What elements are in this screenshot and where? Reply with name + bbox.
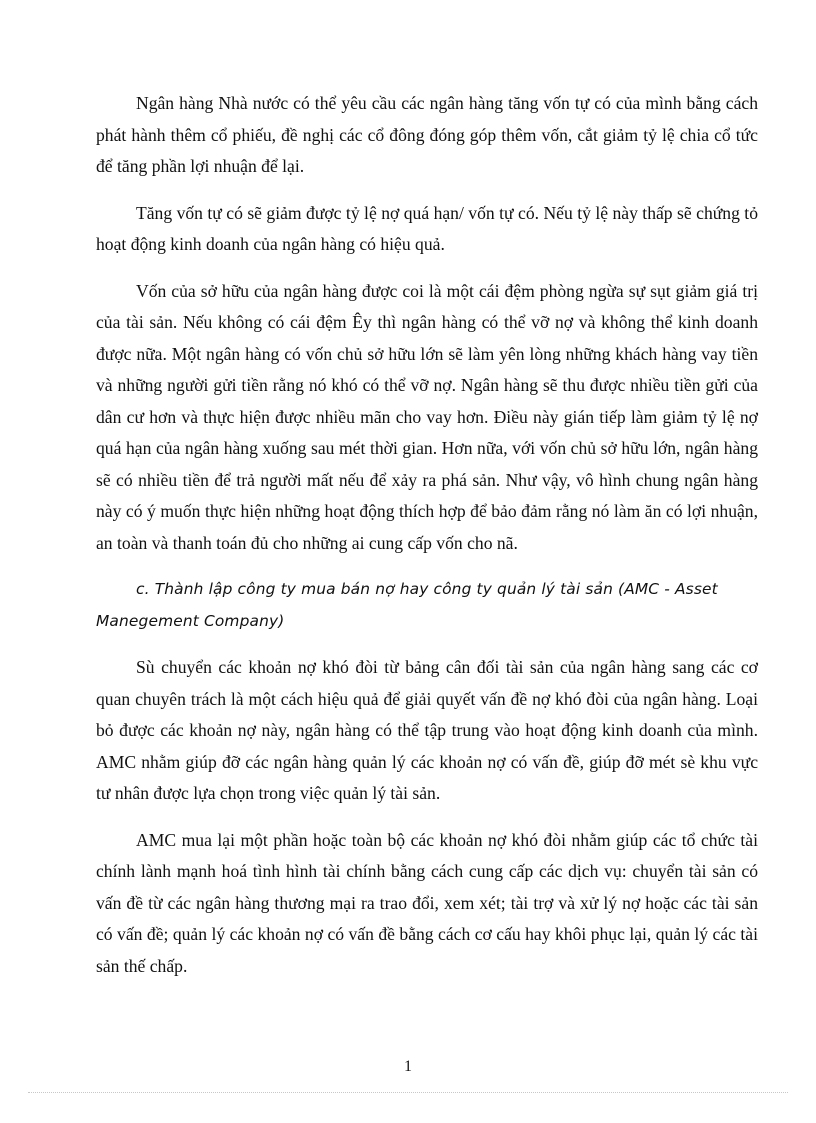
page-number: 1 xyxy=(404,1058,412,1075)
paragraph-amc-services: AMC mua lại một phần hoặc toàn bộ các khoản nợ khó đòi nhằm giúp các tổ chức tài chính lành mạnh hoá tình hình tài chính bằng cách cung cấp các dịch vụ: chuyển tài sản có vấn đề từ các ngân hàng thương mại ra trao đổi, xem xét; tài trợ và xử lý nợ hoặc các tài sản có vấn đề; quản lý các khoản nợ có vấn đề bằng cách cơ cấu hay khôi phục lại, quản lý các tài sản thế chấp. xyxy=(96,829,758,976)
section-heading-amc: c. Thành lập công ty mua bán nợ hay công ty quản lý tài sản (AMC - Asset Manegement Company) xyxy=(96,580,718,630)
footer-divider xyxy=(28,1092,788,1093)
paragraph-equity-cushion: Vốn của sở hữu của ngân hàng được coi là một cái đệm phòng ngừa sự sụt giảm giá trị của tài sản. Nếu không có cái đệm Êy thì ngân hàng có thể vỡ nợ và không thể kinh doanh được nữa. Một ngân hàng có vốn chủ sở hữu lớn sẽ làm yên lòng những khách hàng vay tiền và những người gửi tiền rằng nó khó có thể vỡ nợ. Ngân hàng sẽ thu được nhiều tiền gửi của dân cư hơn và thực hiện được nhiều mãn cho vay hơn. Điều này gián tiếp làm giảm tỷ lệ nợ quá hạn của ngân hàng xuống sau mét thời gian. Hơn nữa, với vốn chủ sở hữu lớn, ngân hàng sẽ có nhiều tiền để trả người mất nếu để xảy ra phá sản. Như vậy, vô hình chung ngân hàng này có ý muốn thực hiện những hoạt động thích hợp để bảo đảm rằng nó làm ăn có lợi nhuận, an toàn và thanh toán đủ cho những ai cung cấp vốn cho nã. xyxy=(96,280,758,553)
paragraph-capital-increase-methods: Ngân hàng Nhà nước có thể yêu cầu các ngân hàng tăng vốn tự có của mình bằng cách phát hành thêm cổ phiếu, đề nghị các cổ đông đóng góp thêm vốn, cắt giảm tỷ lệ chia cổ tức để tăng phần lợi nhuận để lại. xyxy=(96,93,758,176)
paragraph-overdue-ratio: Tăng vốn tự có sẽ giảm được tỷ lệ nợ quá hạn/ vốn tự có. Nếu tỷ lệ này thấp sẽ chứng tỏ hoạt động kinh doanh của ngân hàng có hiệu quả. xyxy=(96,202,758,254)
document-page xyxy=(96,88,758,982)
paragraph-debt-transfer: Sù chuyển các khoản nợ khó đòi từ bảng cân đối tài sản của ngân hàng sang các cơ quan chuyên trách là một cách hiệu quả để giải quyết vấn đề nợ khó đòi của ngân hàng. Loại bỏ được các khoản nợ này, ngân hàng có thể tập trung vào hoạt động kinh doanh của mình. AMC nhằm giúp đỡ các ngân hàng quản lý các khoản nợ có vấn đề, giúp đỡ mét sè khu vực tư nhân được lựa chọn trong việc quản lý tài sản. xyxy=(96,657,758,803)
